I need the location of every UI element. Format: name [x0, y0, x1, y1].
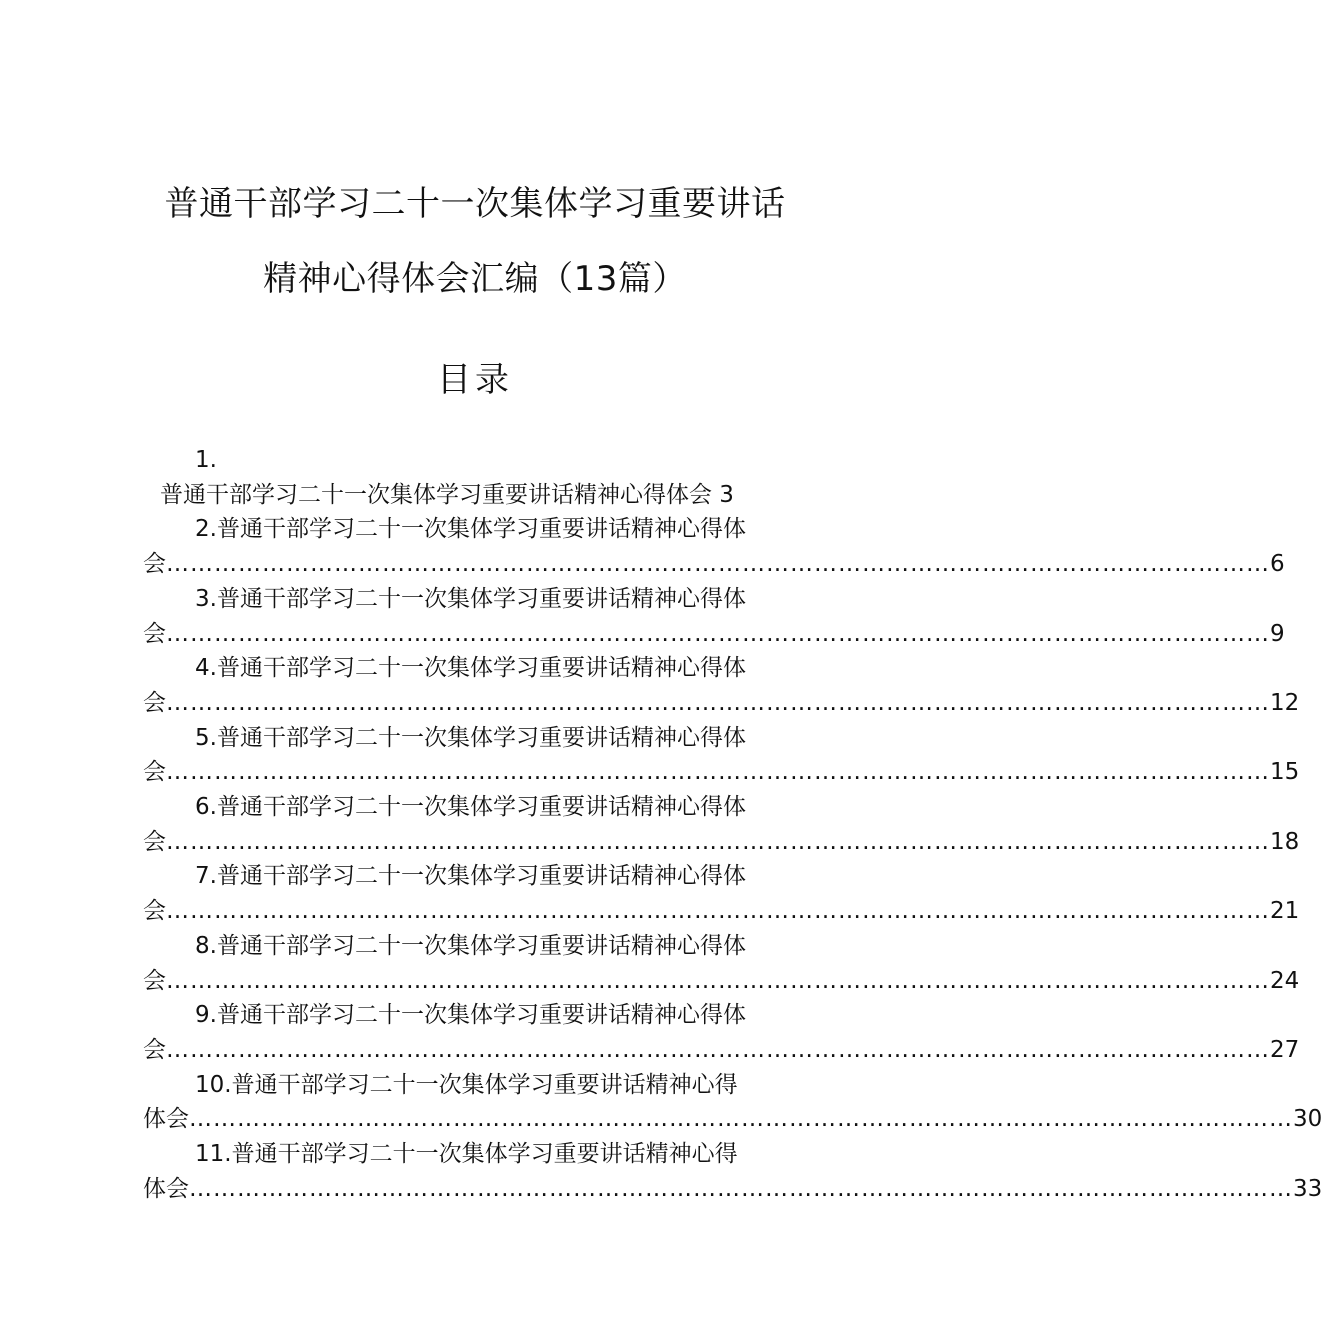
toc-entry[interactable] — [143, 443, 807, 512]
toc-entry[interactable] — [143, 1068, 1322, 1137]
toc-page-number: 12 — [1270, 689, 1300, 716]
toc-entry-title: 8.普通干部学习二十一次集体学习重要讲话精神心得体 — [195, 932, 746, 959]
toc-entry[interactable] — [143, 651, 1300, 720]
toc-entry-title-tail: 会 — [143, 898, 166, 925]
toc-entry-number: 1. — [195, 447, 217, 473]
toc-entry-title: 5.普通干部学习二十一次集体学习重要讲话精神心得体 — [195, 724, 746, 751]
toc-entry-title: 10.普通干部学习二十一次集体学习重要讲话精神心得 — [195, 1071, 738, 1098]
toc-entry[interactable] — [143, 1137, 1322, 1206]
toc-entry-line2 — [143, 686, 1300, 721]
toc-entry-title-tail: 会 — [143, 689, 166, 716]
toc-entry-title-tail: 会 — [143, 551, 166, 578]
toc-page-number: 24 — [1270, 967, 1300, 994]
toc-dot-leader: ………………………………………………………………………………………………………………………… — [166, 828, 1270, 855]
toc-entry-line2 — [143, 755, 1300, 790]
toc-entry-title: 9.普通干部学习二十一次集体学习重要讲话精神心得体 — [195, 1002, 746, 1029]
toc-entry-title-tail: 体会 — [143, 1175, 189, 1202]
toc-dot-leader: ………………………………………………………………………………………………………………………… — [166, 620, 1270, 647]
document-title-line-1: 普通干部学习二十一次集体学习重要讲话 — [164, 184, 786, 224]
toc-page-number: 18 — [1270, 828, 1300, 855]
toc-entry[interactable] — [143, 582, 1285, 651]
toc-entry-title-tail: 会 — [143, 967, 166, 994]
toc-entry-line2 — [143, 894, 1300, 929]
document-title-line-2: 精神心得体会汇编（13篇） — [263, 259, 687, 299]
toc-entry-title: 11.普通干部学习二十一次集体学习重要讲话精神心得 — [195, 1141, 738, 1168]
toc-entry-title: 4.普通干部学习二十一次集体学习重要讲话精神心得体 — [195, 655, 746, 682]
toc-entry-line2 — [143, 547, 1285, 582]
toc-entry-title: 3.普通干部学习二十一次集体学习重要讲话精神心得体 — [195, 585, 746, 612]
toc-entry-title-tail: 会 — [143, 759, 166, 786]
toc-page-number: 33 — [1293, 1175, 1322, 1202]
toc-entry-line2 — [143, 825, 1300, 860]
toc-dot-leader: ………………………………………………………………………………………………………………………… — [166, 898, 1270, 925]
toc-entry-title: 2.普通干部学习二十一次集体学习重要讲话精神心得体 — [195, 516, 746, 543]
toc-entry-title-tail: 会 — [143, 828, 166, 855]
toc-page-number: 21 — [1270, 898, 1300, 925]
toc-page-number: 30 — [1293, 1106, 1322, 1133]
toc-entry[interactable] — [143, 721, 1300, 790]
toc-page-number: 15 — [1270, 759, 1300, 786]
toc-entry[interactable] — [143, 790, 1300, 859]
toc-entry-line2 — [143, 617, 1285, 652]
toc-dot-leader: ………………………………………………………………………………………………………………………… — [189, 1106, 1293, 1133]
toc-heading: 目录 — [437, 360, 513, 400]
toc-entry-line2 — [143, 1102, 1322, 1137]
toc-entry[interactable] — [143, 859, 1300, 928]
toc-dot-leader: ………………………………………………………………………………………………………………………… — [166, 1036, 1270, 1063]
toc-dot-leader: ………………………………………………………………………………………………………………………… — [166, 689, 1270, 716]
toc-entry-text: 普通干部学习二十一次集体学习重要讲话精神心得体会 3 — [160, 481, 734, 508]
toc-entry-title-tail: 会 — [143, 620, 166, 647]
toc-entry-title: 7.普通干部学习二十一次集体学习重要讲话精神心得体 — [195, 863, 746, 890]
toc-entry-title: 6.普通干部学习二十一次集体学习重要讲话精神心得体 — [195, 794, 746, 821]
table-of-contents — [143, 443, 1322, 1206]
toc-entry-line2 — [143, 1172, 1322, 1207]
toc-entry-line2 — [143, 1033, 1300, 1068]
toc-entry-list — [143, 512, 1322, 1206]
toc-dot-leader: ………………………………………………………………………………………………………………………… — [189, 1175, 1293, 1202]
toc-entry-title-tail: 会 — [143, 1036, 166, 1063]
toc-entry-title-tail: 体会 — [143, 1106, 189, 1133]
toc-page-number: 27 — [1270, 1036, 1300, 1063]
toc-dot-leader: ………………………………………………………………………………………………………………………… — [166, 967, 1270, 994]
toc-entry-line2 — [143, 964, 1300, 999]
toc-page-number: 6 — [1270, 551, 1285, 578]
toc-entry[interactable] — [143, 929, 1300, 998]
toc-entry[interactable] — [143, 512, 1285, 581]
toc-page-number: 9 — [1270, 620, 1285, 647]
toc-dot-leader: ………………………………………………………………………………………………………………………… — [166, 759, 1270, 786]
toc-dot-leader: ………………………………………………………………………………………………………………………… — [166, 551, 1270, 578]
toc-entry[interactable] — [143, 998, 1300, 1067]
